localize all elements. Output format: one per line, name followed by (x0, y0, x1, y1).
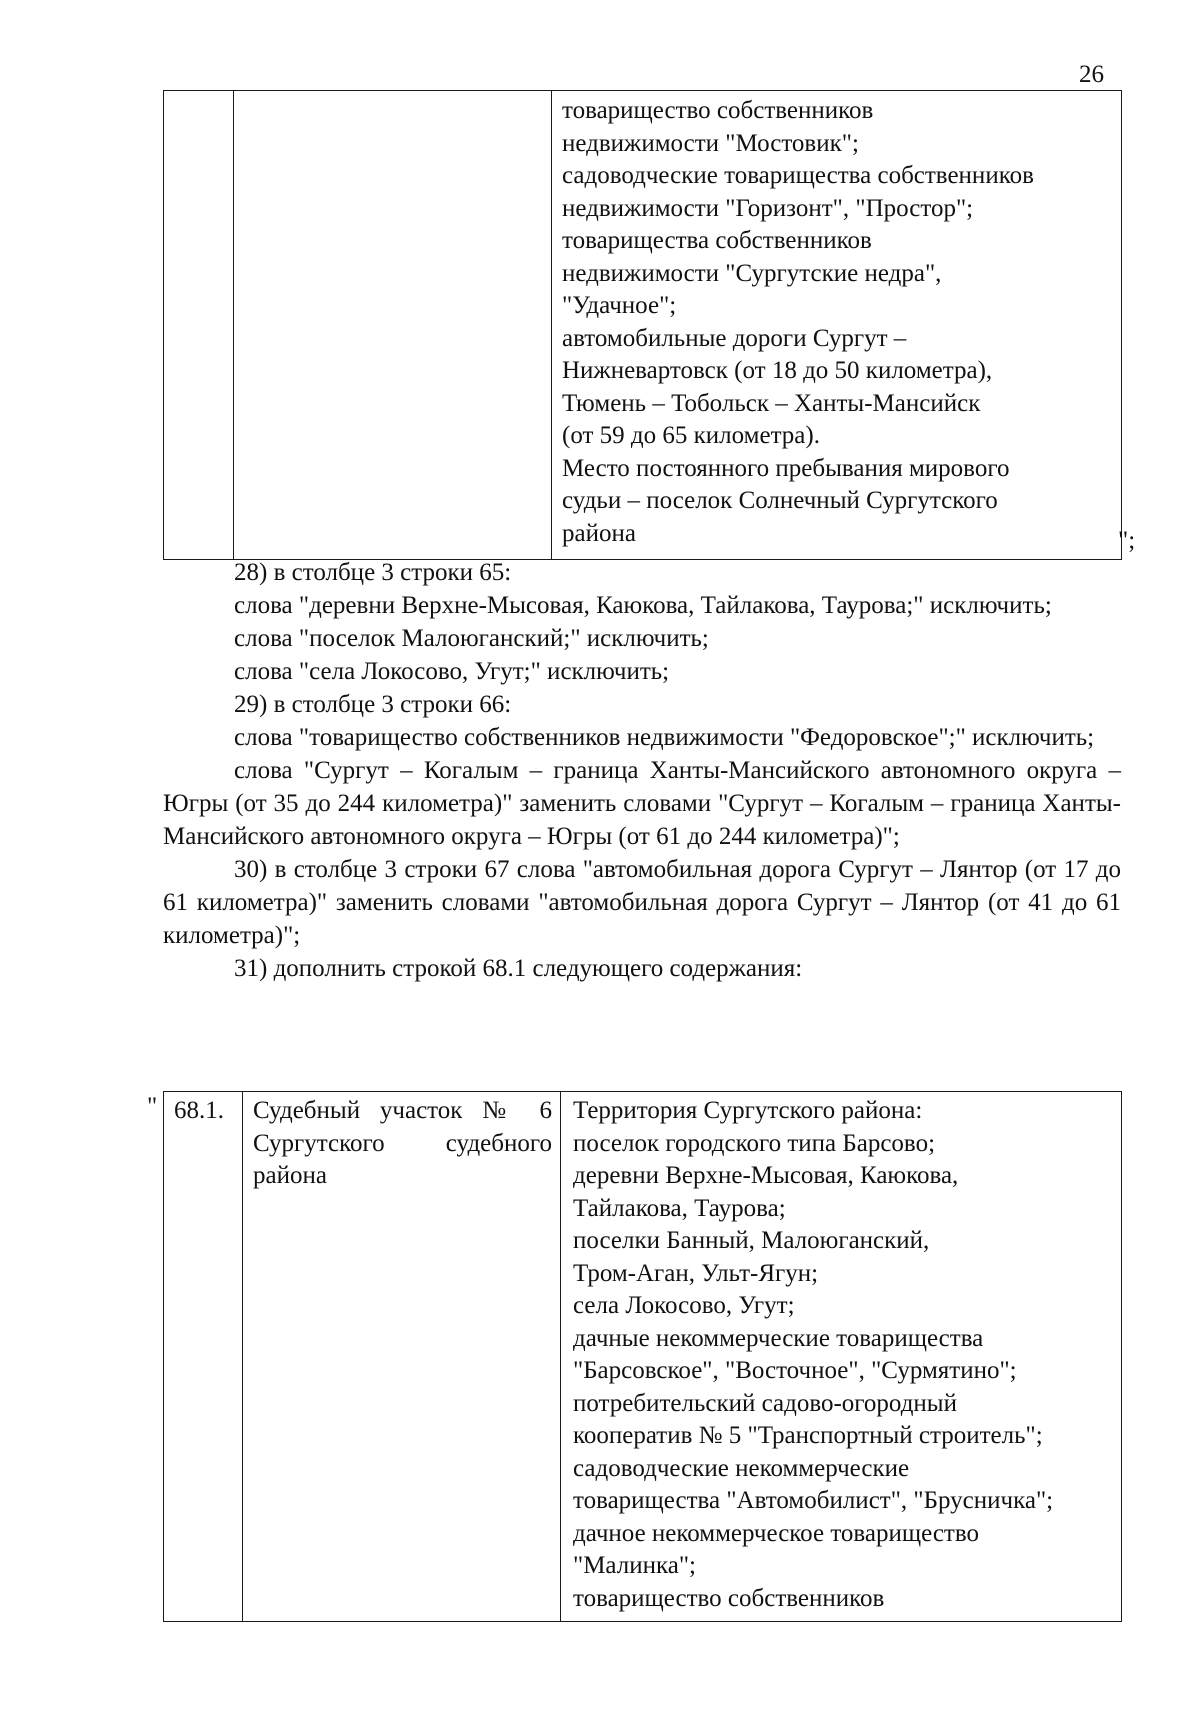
table-row (164, 91, 1122, 560)
amendment-paragraph: 31) дополнить строкой 68.1 следующего содержания: (234, 955, 803, 982)
territory-line: Тром-Аган, Ульт-Ягун; (573, 1259, 819, 1287)
territory-line: Тайлакова, Таурова; (573, 1194, 786, 1222)
cell-row-number: 68.1. (164, 1092, 243, 1622)
territory-line: потребительский садово-огородный (573, 1389, 957, 1417)
territory-line: судьи – поселок Солнечный Сургутского (562, 487, 998, 514)
amendment-paragraph: слова "села Локосово, Угут;" исключить; (234, 658, 670, 685)
territory-line: "Малинка"; (573, 1552, 696, 1579)
table-row (164, 1092, 1122, 1622)
territory-line: дачные некоммерческие товарищества (573, 1324, 984, 1352)
amendment-paragraph: 30) в столбце 3 строки 67 слова "автомобильная дорога Сургут – Лянтор (от 17 до 61 километра)" заменить словами "автомобильная дорога Сургут – Лянтор (от 41 до 61 километра)"; (163, 856, 1121, 949)
territory-line: недвижимости "Мостовик"; (562, 129, 859, 157)
territory-line: товарищество собственников (562, 97, 874, 124)
territory-line: садоводческие некоммерческие (573, 1454, 910, 1482)
cell-court-name (234, 91, 552, 560)
territory-line: кооператив № 5 "Транспортный строитель"; (573, 1422, 1043, 1449)
territory-line: автомобильные дороги Сургут – (562, 324, 907, 352)
amendment-paragraph: слова "товарищество собственников недвижимости "Федоровское";" исключить; (234, 724, 1095, 751)
cell-territory (561, 1092, 1122, 1622)
cell-court-name: Судебный участок № 6 Сургутского судебного района (243, 1092, 561, 1622)
amendment-paragraph: слова "деревни Верхне-Мысовая, Каюкова, Тайлакова, Таурова;" исключить; (234, 592, 1052, 619)
territory-line: товарищества собственников (562, 227, 872, 254)
territory-line: недвижимости "Горизонт", "Простор"; (562, 194, 974, 222)
territory-line: Место постоянного пребывания мирового (562, 454, 1010, 482)
page-number: 26 (1079, 61, 1104, 88)
table-close-quote: "; (1118, 527, 1136, 554)
table-open-quote: " (147, 1093, 158, 1120)
territory-line: недвижимости "Сургутские недра", (562, 259, 942, 287)
amendment-paragraph: слова "поселок Малоюганский;" исключить; (234, 625, 709, 652)
amendment-paragraph: 28) в столбце 3 строки 65: (234, 559, 512, 586)
continued-table (163, 90, 1122, 560)
territory-line: дачное некоммерческое товарищество (573, 1519, 979, 1547)
territory-line: товарищества "Автомобилист", "Брусничка"; (573, 1487, 1054, 1514)
cell-row-number (164, 91, 234, 560)
territory-line: Нижневартовск (от 18 до 50 километра), (562, 357, 993, 384)
amendment-text (163, 556, 1121, 985)
territory-line: поселки Банный, Малоюганский, (573, 1227, 930, 1254)
territory-line: (от 59 до 65 километра). (562, 422, 820, 449)
amendment-paragraph: слова "Сургут – Когалым – граница Ханты-Мансийского автономного округа – Югры (от 35 до 244 километра)" заменить словами "Сургут – Когалым – граница Ханты-Мансийского автономного округа – Югры (от 61 до 244 километра)"; (163, 757, 1121, 850)
amendment-paragraph: 29) в столбце 3 строки 66: (234, 691, 512, 718)
cell-territory (552, 91, 1122, 560)
territory-line: села Локосово, Угут; (573, 1292, 795, 1319)
territory-line: товарищество собственников (573, 1584, 885, 1612)
territory-line: Территория Сургутского района: (573, 1097, 923, 1124)
territory-line: поселок городского типа Барсово; (573, 1129, 936, 1157)
territory-line: садоводческие товарищества собственников (562, 162, 1034, 189)
new-row-table (163, 1091, 1122, 1622)
territory-line: "Барсовское", "Восточное", "Сурмятино"; (573, 1357, 1017, 1384)
territory-line: "Удачное"; (562, 292, 677, 319)
territory-line: района (562, 519, 636, 547)
territory-line: деревни Верхне-Мысовая, Каюкова, (573, 1162, 959, 1189)
territory-line: Тюмень – Тобольск – Ханты-Мансийск (562, 389, 981, 417)
